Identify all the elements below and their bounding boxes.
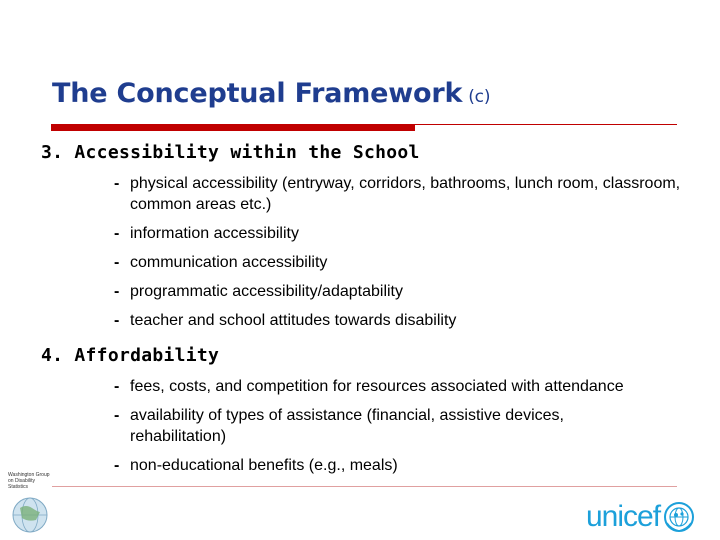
list-item-text: fees, costs, and competition for resources associated with attendance	[130, 378, 624, 395]
list-item-text: physical accessibility (entryway, corridors, bathrooms, lunch room, classroom, common areas etc.)	[130, 175, 681, 213]
list-item	[114, 310, 694, 331]
bullet-dash: -	[114, 378, 120, 395]
bullet-dash: -	[114, 175, 120, 192]
unicef-emblem-icon	[663, 501, 695, 533]
affordability-list	[114, 376, 714, 484]
section-heading-affordability: 4. Affordability	[41, 345, 220, 366]
bullet-dash: -	[114, 457, 120, 474]
slide-title-suffix: (c)	[468, 87, 491, 107]
list-item	[114, 405, 714, 447]
washington-group-logo	[6, 470, 54, 536]
list-item-text: programmatic accessibility/adaptability	[130, 283, 403, 300]
list-item-text: information accessibility	[130, 225, 299, 242]
bullet-dash: -	[114, 225, 120, 242]
list-item-text: availability of types of assistance (financial, assistive devices, rehabilitation)	[130, 407, 564, 445]
bullet-dash: -	[114, 283, 120, 300]
list-item	[114, 281, 694, 302]
washington-group-logo-text: Washington Group on Disability Statistics	[8, 472, 50, 490]
list-item	[114, 376, 714, 397]
title-underline-line	[415, 124, 677, 125]
unicef-wordmark: unicef	[586, 500, 661, 533]
bullet-dash: -	[114, 407, 120, 424]
list-item	[114, 252, 694, 273]
list-item-text: communication accessibility	[130, 254, 328, 271]
bullet-dash: -	[114, 312, 120, 329]
footer-divider	[52, 486, 677, 487]
slide-title	[52, 78, 490, 109]
title-underline-bar	[51, 124, 415, 131]
section-heading-accessibility: 3. Accessibility within the School	[41, 142, 420, 163]
list-item-text: non-educational benefits (e.g., meals)	[130, 457, 398, 474]
globe-icon	[10, 496, 50, 534]
accessibility-list	[114, 173, 694, 339]
list-item	[114, 455, 714, 476]
list-item	[114, 173, 694, 215]
slide-title-main: The Conceptual Framework	[52, 78, 463, 109]
bullet-dash: -	[114, 254, 120, 271]
unicef-logo	[586, 497, 695, 537]
list-item-text: teacher and school attitudes towards disability	[130, 312, 457, 329]
list-item	[114, 223, 694, 244]
